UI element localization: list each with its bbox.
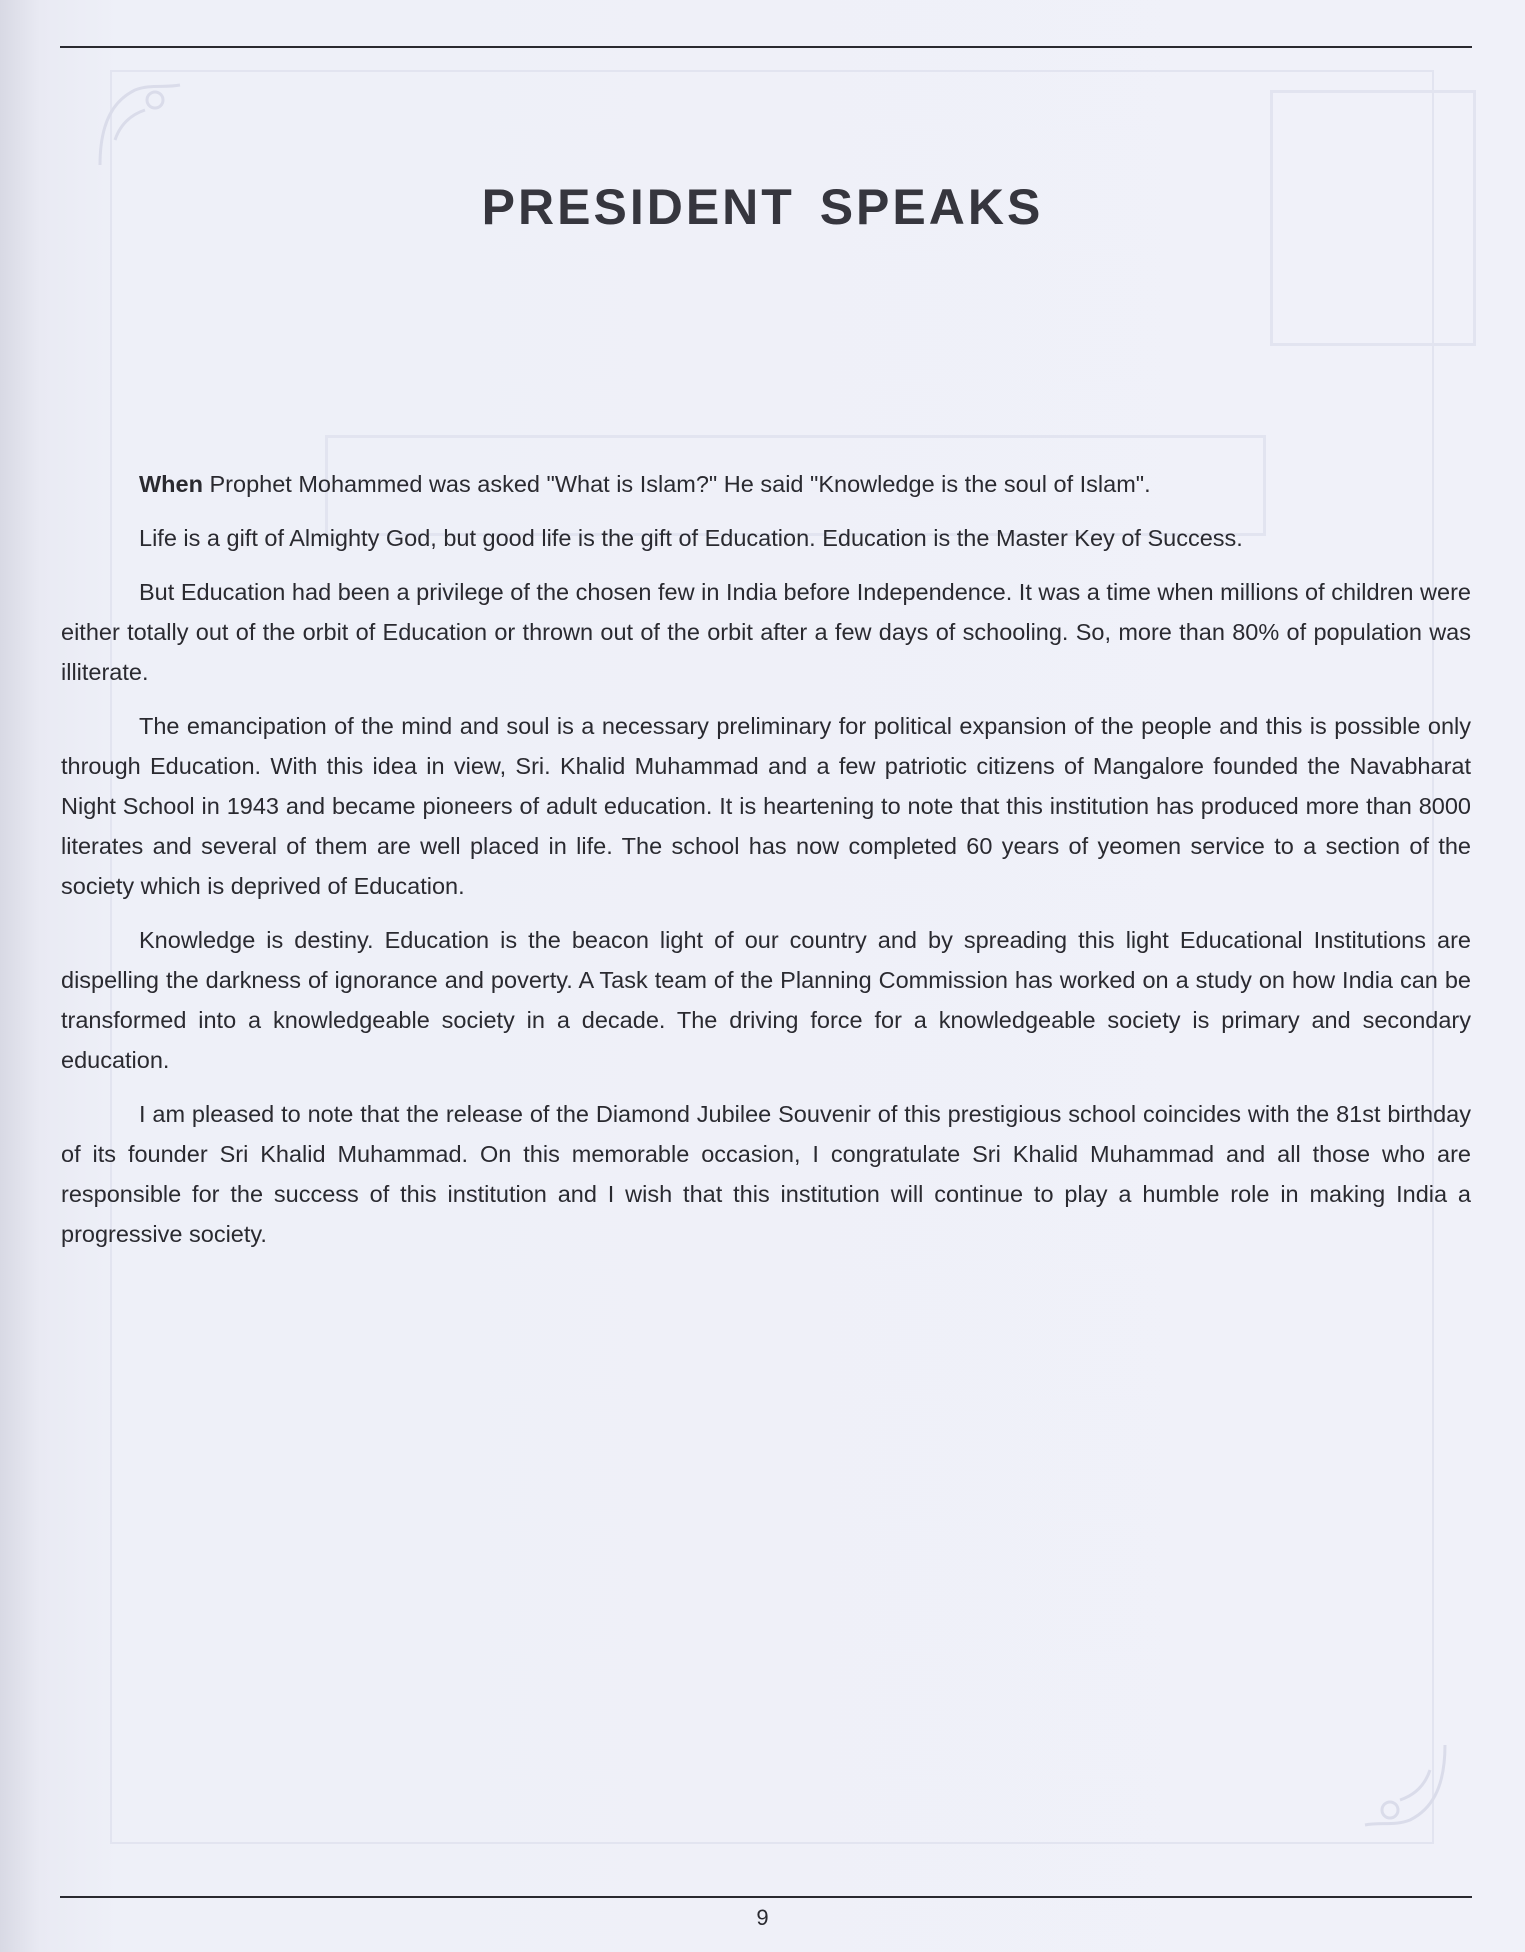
paragraph-lead-word: When xyxy=(139,471,203,497)
article-body xyxy=(61,464,1471,1268)
paragraph xyxy=(61,706,1471,906)
paragraph-text: I am pleased to note that the release of the Diamond Jubilee Souvenir of this prestigious school coincides with the 81st birthday of its founder Sri Khalid Muhammad. On this memorable occasion, I congratulate Sri Khalid Muhammad and all those who are responsible for the success of this institution and I wish that this institution will continue to play a humble role in making India a progressive society. xyxy=(61,1101,1471,1247)
paragraph xyxy=(61,920,1471,1080)
paragraph-text: But Education had been a privilege of the chosen few in India before Independence. It was a time when millions of children were either totally out of the orbit of Education or thrown out of the orbit after a few days of schooling. So, more than 80% of population was illiterate. xyxy=(61,579,1471,685)
paragraph-text: Knowledge is destiny. Education is the beacon light of our country and by spreading this light Educational Institutions are dispelling the darkness of ignorance and poverty. A Task team of the Planning Commission has worked on a study on how India can be transformed into a knowledgeable society in a decade. The driving force for a knowledgeable society is primary and secondary education. xyxy=(61,927,1471,1073)
footer-rule xyxy=(60,1896,1472,1898)
paragraph-text: Prophet Mohammed was asked "What is Islam?" He said "Knowledge is the soul of Islam". xyxy=(202,471,1151,497)
page-title: PRESIDENT SPEAKS xyxy=(481,179,1044,235)
corner-ornament-icon xyxy=(1360,1740,1450,1830)
paragraph xyxy=(61,518,1471,558)
header-rule xyxy=(60,46,1472,48)
paragraph xyxy=(61,464,1471,504)
paragraph xyxy=(61,1094,1471,1254)
paragraph xyxy=(61,572,1471,692)
paragraph-text: Life is a gift of Almighty God, but good life is the gift of Education. Education is the Master Key of Success. xyxy=(139,525,1243,551)
page-number: 9 xyxy=(756,1905,769,1930)
paragraph-text: The emancipation of the mind and soul is a necessary preliminary for political expansion of the people and this is possible only through Education. With this idea in view, Sri. Khalid Muhammad and a few patriotic citizens of Mangalore founded the Navabharat Night School in 1943 and became pioneers of adult education. It is heartening to note that this institution has produced more than 8000 literates and several of them are well placed in life. The school has now completed 60 years of yeomen service to a section of the society which is deprived of Education. xyxy=(61,713,1471,899)
corner-ornament-icon xyxy=(95,80,185,170)
